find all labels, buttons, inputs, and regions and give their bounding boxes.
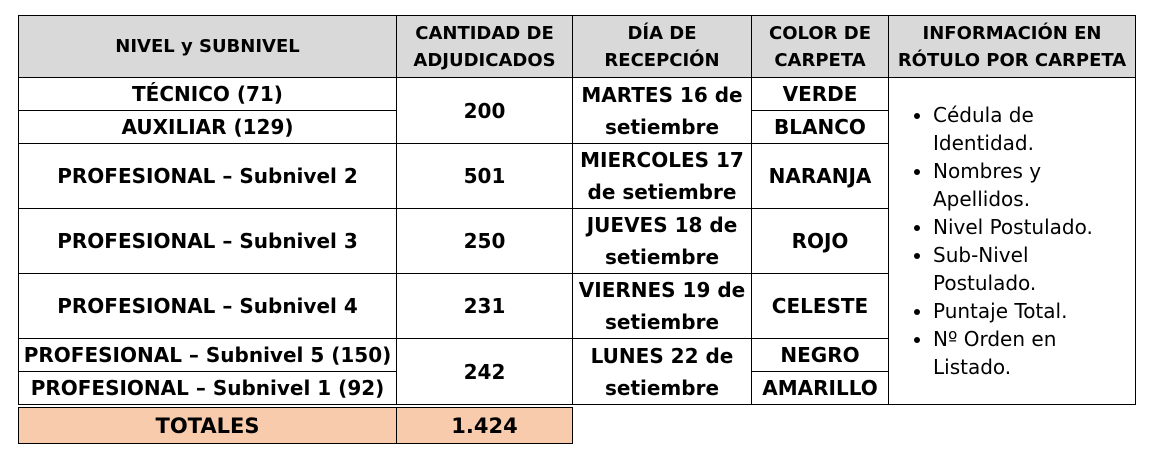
day-cell: JUEVES 18 de setiembre bbox=[573, 209, 752, 274]
info-item: • Nivel Postulado. bbox=[933, 213, 1135, 241]
header-count: CANTIDAD DE ADJUDICADOS bbox=[397, 16, 573, 78]
day-cell: VIERNES 19 de setiembre bbox=[573, 274, 752, 339]
day-cell: MARTES 16 de setiembre bbox=[573, 78, 752, 144]
count-cell: 250 bbox=[397, 209, 573, 274]
info-list bbox=[889, 101, 1135, 381]
info-item: • Nº Orden en Listado. bbox=[933, 325, 1135, 381]
level-cell: PROFESIONAL – Subnivel 2 bbox=[19, 144, 397, 209]
totals-label: TOTALES bbox=[19, 408, 397, 444]
color-cell: BLANCO bbox=[752, 111, 889, 144]
color-cell: NEGRO bbox=[752, 339, 889, 372]
count-cell: 200 bbox=[397, 78, 573, 144]
level-cell: PROFESIONAL – Subnivel 1 (92) bbox=[19, 372, 397, 405]
color-cell: AMARILLO bbox=[752, 372, 889, 405]
count-cell: 231 bbox=[397, 274, 573, 339]
folder-label-info bbox=[889, 78, 1136, 405]
info-item: • Sub-Nivel Postulado. bbox=[933, 241, 1135, 297]
color-cell: NARANJA bbox=[752, 144, 889, 209]
info-item: • Nombres y Apellidos. bbox=[933, 157, 1135, 213]
header-color: COLOR DE CARPETA bbox=[752, 16, 889, 78]
header-level: NIVEL y SUBNIVEL bbox=[19, 16, 397, 78]
totals-value: 1.424 bbox=[397, 408, 573, 444]
info-item: • Cédula de Identidad. bbox=[933, 101, 1135, 157]
reception-schedule-table bbox=[18, 15, 1136, 405]
info-item: • Puntaje Total. bbox=[933, 297, 1135, 325]
level-cell: PROFESIONAL – Subnivel 4 bbox=[19, 274, 397, 339]
color-cell: ROJO bbox=[752, 209, 889, 274]
color-cell: CELESTE bbox=[752, 274, 889, 339]
totals-table bbox=[18, 407, 573, 444]
day-cell: LUNES 22 de setiembre bbox=[573, 339, 752, 405]
color-cell: VERDE bbox=[752, 78, 889, 111]
count-cell: 501 bbox=[397, 144, 573, 209]
day-cell: MIERCOLES 17 de setiembre bbox=[573, 144, 752, 209]
count-cell: 242 bbox=[397, 339, 573, 405]
level-cell: AUXILIAR (129) bbox=[19, 111, 397, 144]
header-info: INFORMACIÓN EN RÓTULO POR CARPETA bbox=[889, 16, 1136, 78]
level-cell: PROFESIONAL – Subnivel 3 bbox=[19, 209, 397, 274]
level-cell: PROFESIONAL – Subnivel 5 (150) bbox=[19, 339, 397, 372]
level-cell: TÉCNICO (71) bbox=[19, 78, 397, 111]
header-day: DÍA DE RECEPCIÓN bbox=[573, 16, 752, 78]
